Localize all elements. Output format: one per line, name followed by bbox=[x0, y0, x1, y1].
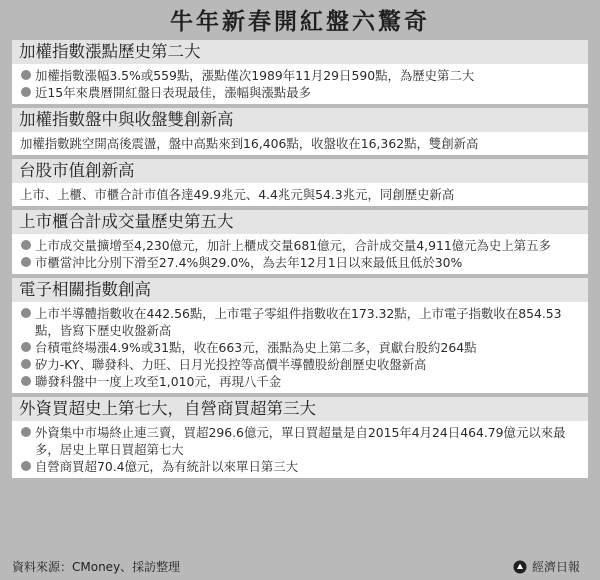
section-heading: 台股市值創新高 bbox=[12, 159, 588, 184]
section-body bbox=[12, 184, 588, 206]
section-body bbox=[12, 65, 588, 104]
bullet-text: 自營商買超70.4億元，為有統計以來單日第三大 bbox=[35, 459, 299, 474]
bullet-item bbox=[20, 305, 582, 339]
section-electronics bbox=[12, 278, 588, 393]
section-text: 上市、上櫃、市櫃合計市值各達49.9兆元、4.4兆元與54.3兆元，同創歷史新高 bbox=[20, 187, 455, 202]
section-index-gain bbox=[12, 40, 588, 104]
bullet-text: 市櫃當沖比分別下滑至27.4%與29.0%，為去年12月1日以來最低且低於30% bbox=[35, 255, 463, 270]
bullet-icon bbox=[21, 257, 31, 267]
brand-name: 經濟日報 bbox=[531, 560, 580, 574]
section-body bbox=[12, 133, 588, 155]
bullet-item bbox=[20, 67, 582, 84]
section-volume bbox=[12, 210, 588, 274]
bullet-icon bbox=[21, 240, 31, 250]
bullet-icon bbox=[21, 427, 31, 437]
section-heading: 上市櫃合計成交量歷史第五大 bbox=[12, 210, 588, 235]
bullet-text: 矽力-KY、聯發科、力旺、日月光投控等高價半導體股紛創歷史收盤新高 bbox=[35, 357, 427, 372]
infographic-title: 牛年新春開紅盤六驚奇 bbox=[170, 9, 430, 35]
section-index-high bbox=[12, 108, 588, 155]
brand-logo-icon bbox=[513, 560, 527, 574]
bullet-item bbox=[20, 458, 582, 475]
section-heading: 外資買超史上第七大，自營商買超第三大 bbox=[12, 397, 588, 422]
section-text: 加權指數跳空開高後震盪，盤中高點來到16,406點，收盤收在16,362點，雙創新高 bbox=[20, 136, 479, 151]
footer bbox=[12, 557, 588, 577]
bullet-icon bbox=[21, 308, 31, 318]
section-market-cap bbox=[12, 159, 588, 206]
section-heading: 加權指數漲點歷史第二大 bbox=[12, 40, 588, 65]
bullet-item bbox=[20, 373, 582, 390]
bullet-item bbox=[20, 339, 582, 356]
bullet-icon bbox=[21, 461, 31, 471]
section-body bbox=[12, 303, 588, 393]
bullet-text: 聯發科盤中一度上攻至1,010元，再現八千金 bbox=[35, 374, 282, 389]
bullet-icon bbox=[21, 87, 31, 97]
bullet-item bbox=[20, 237, 582, 254]
brand bbox=[513, 557, 580, 577]
bullet-icon bbox=[21, 342, 31, 352]
bullet-text: 台積電終場漲4.9%或31點，收在663元，漲點為史上第二多，貢獻台股約264點 bbox=[35, 340, 477, 355]
source-note: 資料來源：CMoney、採訪整理 bbox=[12, 560, 181, 574]
section-foreign-buying bbox=[12, 397, 588, 478]
bullet-text: 加權指數漲幅3.5%或559點，漲點僅次1989年11月29日590點，為歷史第二大 bbox=[35, 68, 475, 83]
bullet-icon bbox=[21, 376, 31, 386]
bullet-item bbox=[20, 356, 582, 373]
bullet-item bbox=[20, 424, 582, 458]
section-list bbox=[12, 40, 588, 482]
section-heading: 加權指數盤中與收盤雙創新高 bbox=[12, 108, 588, 133]
bullet-text: 上市成交量擴增至4,230億元，加計上櫃成交量681億元，合計成交量4,911億元為史上第五多 bbox=[35, 238, 551, 253]
bullet-text: 近15年來農曆開紅盤日表現最佳，漲幅與漲點最多 bbox=[35, 85, 311, 100]
section-body bbox=[12, 422, 588, 478]
bullet-icon bbox=[21, 359, 31, 369]
bullet-icon bbox=[21, 70, 31, 80]
section-heading: 電子相關指數創高 bbox=[12, 278, 588, 303]
bullet-item bbox=[20, 254, 582, 271]
bullet-text: 外資集中市場終止連三賣，買超296.6億元，單日買超量是自2015年4月24日464.79億元以來最多，居史上單日買超第七大 bbox=[35, 425, 566, 457]
bullet-item bbox=[20, 84, 582, 101]
section-body bbox=[12, 235, 588, 274]
bullet-text: 上市半導體指數收在442.56點，上市電子零組件指數收在173.32點，上市電子指數收在854.53點，皆寫下歷史收盤新高 bbox=[35, 306, 562, 338]
